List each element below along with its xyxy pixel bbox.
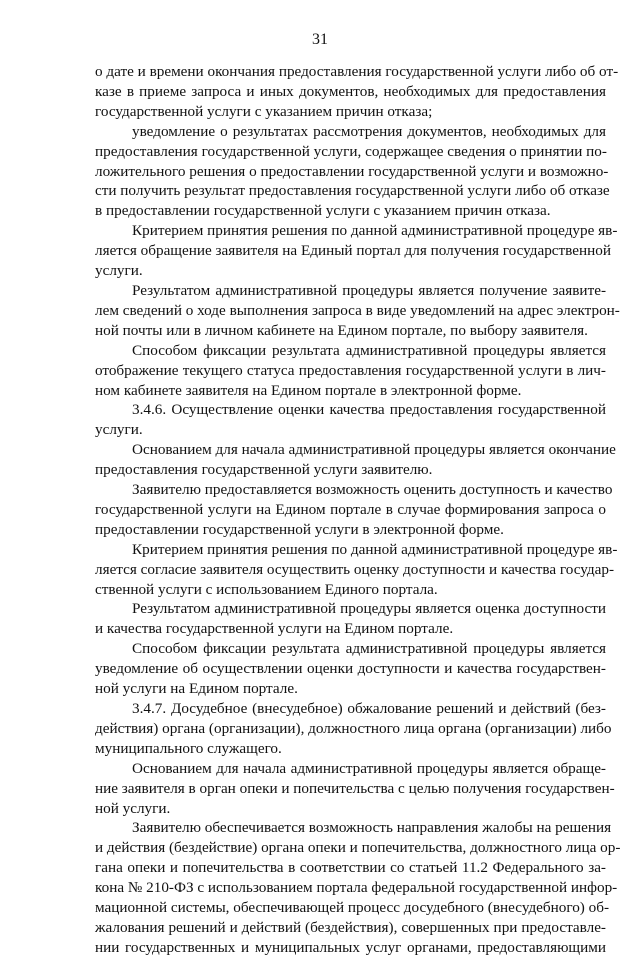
text-line: ственной услуги с использованием Единого портала. (95, 580, 438, 598)
text-line: Заявителю обеспечивается возможность направления жалобы на решения (132, 819, 612, 837)
text-line: ние заявителя в орган опеки и попечительства с целью получения государствен- (95, 779, 615, 797)
text-line: кона № 210-ФЗ с использованием портала федеральной государственной инфор- (95, 879, 618, 897)
text-line: ной почты или в личном кабинете на Едином портале, по выбору заявителя. (95, 321, 588, 339)
text-line: ной услуги. (95, 799, 171, 817)
text-line: Основанием для начала административной процедуры является обраще- (132, 759, 606, 777)
paragraph (95, 281, 620, 341)
text-line: предоставления государственной услуги заявителю. (95, 461, 433, 479)
text-line: в предоставлении государственной услуги с указанием причин отказа. (95, 202, 551, 220)
text-line: лем сведений о ходе выполнения запроса в виде уведомлений на адрес электрон- (95, 301, 620, 319)
paragraph (95, 122, 610, 222)
text-line: Результатом административной процедуры является оценка доступности (132, 600, 606, 618)
text-line: муниципального служащего. (95, 739, 282, 757)
text-line: казе в приеме запроса и иных документов, необходимых для предоставления (95, 82, 606, 100)
paragraph (95, 599, 606, 639)
paragraph (95, 699, 612, 759)
paragraph (95, 480, 613, 540)
paragraph (95, 341, 606, 401)
text-line: 3.4.6. Осуществление оценки качества предоставления государственной (132, 401, 606, 419)
text-line: уведомление о результатах рассмотрения документов, необходимых для (132, 122, 606, 140)
text-line: Результатом административной процедуры является получение заявите- (132, 281, 606, 299)
text-line: действия) органа (организации), должностного лица органа (организации) либо (95, 719, 612, 737)
document-body (95, 62, 621, 958)
text-line: ном кабинете заявителя на Едином портале в электронной форме. (95, 381, 522, 399)
text-line: и качества государственной услуги на Едином портале. (95, 620, 454, 638)
text-line: ложительного решения о предоставлении государственной услуги и возможно- (95, 162, 609, 180)
page-number: 31 (312, 31, 328, 48)
paragraph (95, 818, 621, 957)
text-line: предоставления государственной услуги, содержащее сведения о принятии по- (95, 142, 607, 160)
paragraph (95, 440, 616, 480)
paragraph (95, 62, 619, 122)
text-line: государственной услуги на Едином портале в случае формирования запроса о (95, 500, 606, 518)
text-line: ной услуги на Едином портале. (95, 680, 298, 698)
text-line: мационной системы, обеспечивающей процесс досудебного (внесудебного) об- (95, 899, 610, 917)
text-line: Способом фиксации результата административной процедуры является (132, 341, 606, 359)
text-line: предоставлении государственной услуги в электронной форме. (95, 520, 504, 538)
text-line: жалования решений и действий (бездействия), совершенных при предоставле- (95, 918, 606, 936)
text-line: нии государственных и муниципальных услуг органами, предоставляющими (95, 938, 606, 956)
text-line: 3.4.7. Досудебное (внесудебное) обжалование решений и действий (без- (132, 700, 606, 717)
text-line: и действия (бездействие) органа опеки и попечительства, должностного лица ор- (95, 839, 621, 857)
text-line: Заявителю предоставляется возможность оценить доступность и качество (132, 481, 613, 499)
text-line: Основанием для начала административной процедуры является окончание (132, 441, 616, 459)
text-line: о дате и времени окончания предоставления государственной услуги либо об от- (95, 63, 619, 80)
text-line: услуги. (95, 421, 143, 439)
text-line: Критерием принятия решения по данной административной процедуре яв- (132, 540, 618, 558)
paragraph (95, 221, 618, 281)
paragraph (95, 400, 606, 440)
text-line: уведомление об осуществлении оценки доступности и качества государствен- (95, 660, 606, 678)
paragraph (95, 759, 615, 819)
text-line: государственной услуги с указанием причин отказа; (95, 102, 433, 120)
paragraph (95, 639, 606, 699)
paragraph (95, 540, 618, 600)
text-line: Критерием принятия решения по данной административной процедуре яв- (132, 222, 618, 240)
text-line: Способом фиксации результата административной процедуры является (132, 640, 606, 658)
text-line: ляется согласие заявителя осуществить оценку доступности и качества государ- (95, 560, 615, 578)
text-line: гана опеки и попечительства в соответствии со статьей 11.2 Федерального за- (95, 859, 606, 877)
text-line: отображение текущего статуса предоставления государственной услуги в лич- (95, 361, 606, 379)
text-line: ляется обращение заявителя на Единый портал для получения государственной (95, 242, 611, 260)
text-line: услуги. (95, 262, 143, 280)
text-line: сти получить результат предоставления государственной услуги либо об отказе (95, 182, 610, 200)
